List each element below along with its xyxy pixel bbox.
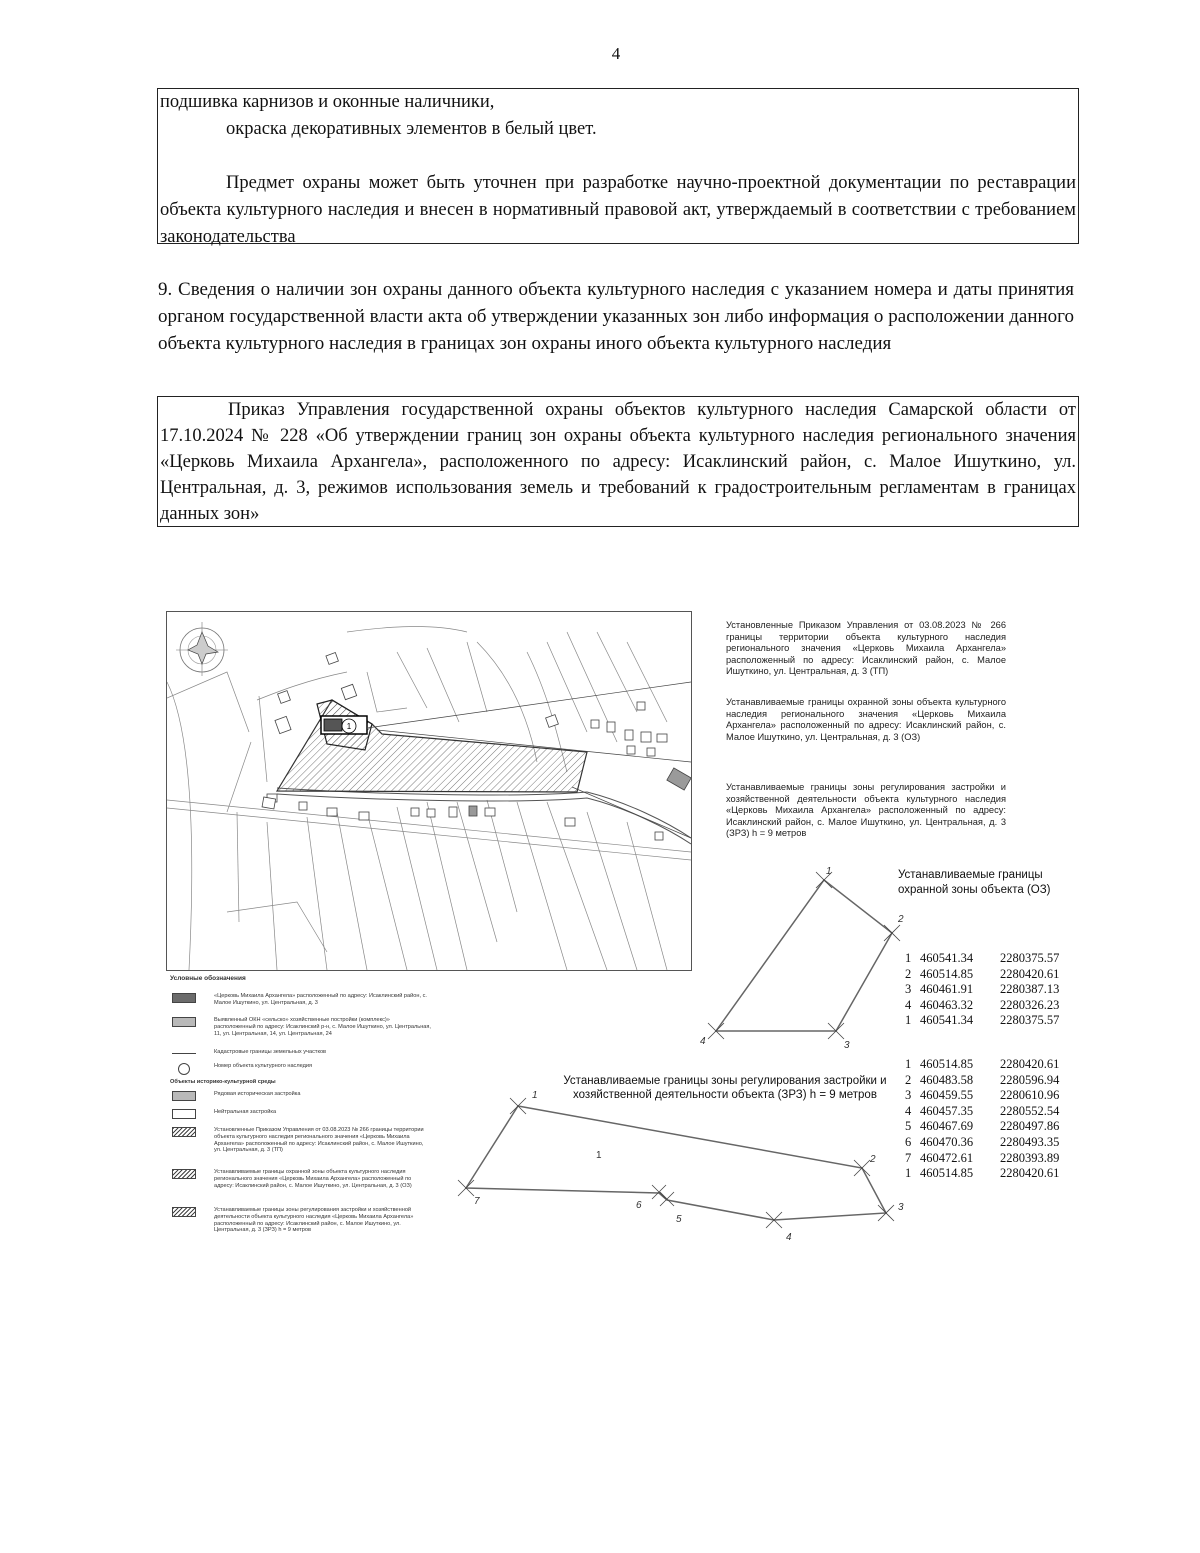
- oz-vertex-label: 3: [844, 1040, 850, 1051]
- zrz-vertex-label: 6: [636, 1200, 642, 1211]
- section-9-heading: 9. Сведения о наличии зон охраны данного объекта культурного наследия с указанием номера и даты принятия органом государственной власти акта об утверждении указанных зон либо информация о расположении данного объекта культурного наследия в границах зон охраны иного объекта культурного наследия: [158, 279, 1074, 354]
- oz-polygon: [716, 880, 892, 1031]
- order-text: Приказ Управления государственной охраны объектов культурного наследия Самарской области от 17.10.2024 № 228 «Об утверждении границ зон охраны объекта культурного наследия регионального значения «Церковь Михаила Архангела», расположенного по адресу: Исаклинский район, с. Малое Ишуткино, ул. Центральная, д. 3, режимов использования земель и требований к градостроительным регламентам в границах данных зон»: [160, 400, 1076, 524]
- zrz-vertex-label: 7: [474, 1196, 480, 1207]
- box1-line2: окраска декоративных элементов в белый цвет.: [226, 119, 597, 139]
- box1-line1: подшивка карнизов и оконные наличники,: [160, 92, 495, 112]
- table-row: 1 460514.85 2280420.61: [905, 1166, 1060, 1181]
- oz-vertex-marks: [708, 872, 900, 1039]
- page-number: 4: [611, 44, 621, 63]
- oz-vertex-label: 4: [700, 1036, 706, 1047]
- table-row: 2 460514.85 2280420.61: [905, 966, 1060, 981]
- table-row: 1 460541.34 2280375.57: [905, 1013, 1060, 1028]
- table-row: 4 460463.32 2280326.23: [905, 997, 1060, 1012]
- table-row: 6 460470.36 2280493.35: [905, 1134, 1060, 1149]
- table-row: 1 460514.85 2280420.61: [905, 1057, 1060, 1071]
- zrz-vertex-label: 2: [870, 1154, 876, 1165]
- zrz-vertex-label: 1: [532, 1090, 538, 1101]
- annotation-oz: Устанавливаемые границы охранной зоны объекта культурного наследия регионального значения «Церковь Михаила Архангела» расположенный по адресу: Исаклинский район, с. Малое Ишуткино, ул. Центральная, д. 3 (ОЗ): [726, 697, 1006, 742]
- box1-paragraph: Предмет охраны может быть уточнен при разработке научно-проектной документации по реставрации объекта культурного наследия и внесен в нормативный правовой акт, утверждаемый в соответствии с требованием законодательства: [160, 173, 1076, 247]
- legend-title: Условные обозначения: [170, 975, 246, 982]
- table-row: 7 460472.61 2280393.89: [905, 1150, 1060, 1165]
- zrz-vertex-marks: [458, 1098, 894, 1228]
- oz-vertex-label: 2: [898, 914, 904, 925]
- table-row: 1 460541.34 2280375.57: [905, 951, 1060, 965]
- zrz-vertex-label: 3: [898, 1202, 904, 1213]
- table-row: 3 460459.55 2280610.96: [905, 1088, 1060, 1103]
- zrz-vertex-label: 5: [676, 1214, 682, 1225]
- zrz-title: Устанавливаемые границы зоны регулирования застройки и хозяйственной деятельности объекта (ЗРЗ) h = 9 метров: [563, 1075, 887, 1101]
- table-row: 5 460467.69 2280497.86: [905, 1119, 1060, 1134]
- zrz-vertex-label: 4: [786, 1232, 792, 1243]
- oz-vertex-label: 1: [826, 866, 832, 877]
- table-row: 4 460457.35 2280552.54: [905, 1103, 1060, 1118]
- table-row: 2 460483.58 2280596.94: [905, 1072, 1060, 1087]
- annotation-zrz: Устанавливаемые границы зоны регулирования застройки и хозяйственной деятельности объекта культурного наследия «Церковь Михаила Архангела» расположенный по адресу: Исаклинский район, с. Малое Ишуткино, ул. Центральная, д. 3 (ЗРЗ) h = 9 метров: [726, 782, 1006, 839]
- zrz-polygon-label: 1: [596, 1150, 602, 1161]
- church-number: 1: [346, 722, 352, 731]
- oz-title: Устанавливаемые границы охранной зоны объекта (ОЗ): [898, 869, 1051, 896]
- map-legend: Условные обозначения «Церковь Михаила Архангела» расположенный по адресу: Исаклинский район, с. Малое Ишуткино, ул. Центральная, д. 3 Выявленный ОКН «сельско» хозяйственные постройки (комплекс)» расположенный по адресу: Исаклинский р-н, с. Малое Ишуткино, ул. Центральная, 11, ул. Центральная, 14, ул. Центральная, 24 Кадастровые границы земельных участков Номер объекта культурного наследия Объекты историко-культурной среды Рядовая историческая застройка Нейтральная застройка Установленные Приказом Управления от 03.08.2023 № 266 границы территории объекта культурного наследия регионального значения «Церковь Михаила Архангела» расположенный по адресу: Исаклинский район, с. Малое Ишуткино, ул. Центральная, д. 3 (ТП) Устанавливаемые границы охранной зоны объекта культурного наследия регионального значения «Церковь Михаила Архангела» расположенный по адресу: Исаклинский район, с. Малое Ишуткино, ул. Центральная, д. 3 (ОЗ) Устанавливаемые границы зоны регулирования застройки и хозяйственной деятельности объекта культурного наследия «Церковь Михаила Архангела» расположенный по адресу: Исаклинский район, с. Малое Ишуткино, ул. Центральная, д. 3 (ЗРЗ) h = 9 метров: [170, 975, 431, 1234]
- annotation-tp: Установленные Приказом Управления от 03.08.2023 № 266 границы территории объекта культурного наследия регионального значения «Церковь Михаила Архангела» расположенный по адресу: Исаклинский район, с. Малое Ишуткино, ул. Центральная, д. 3 (ТП): [726, 620, 1006, 677]
- zrz-polygon: [466, 1106, 886, 1220]
- table-row: 3 460461.91 2280387.13: [905, 982, 1060, 997]
